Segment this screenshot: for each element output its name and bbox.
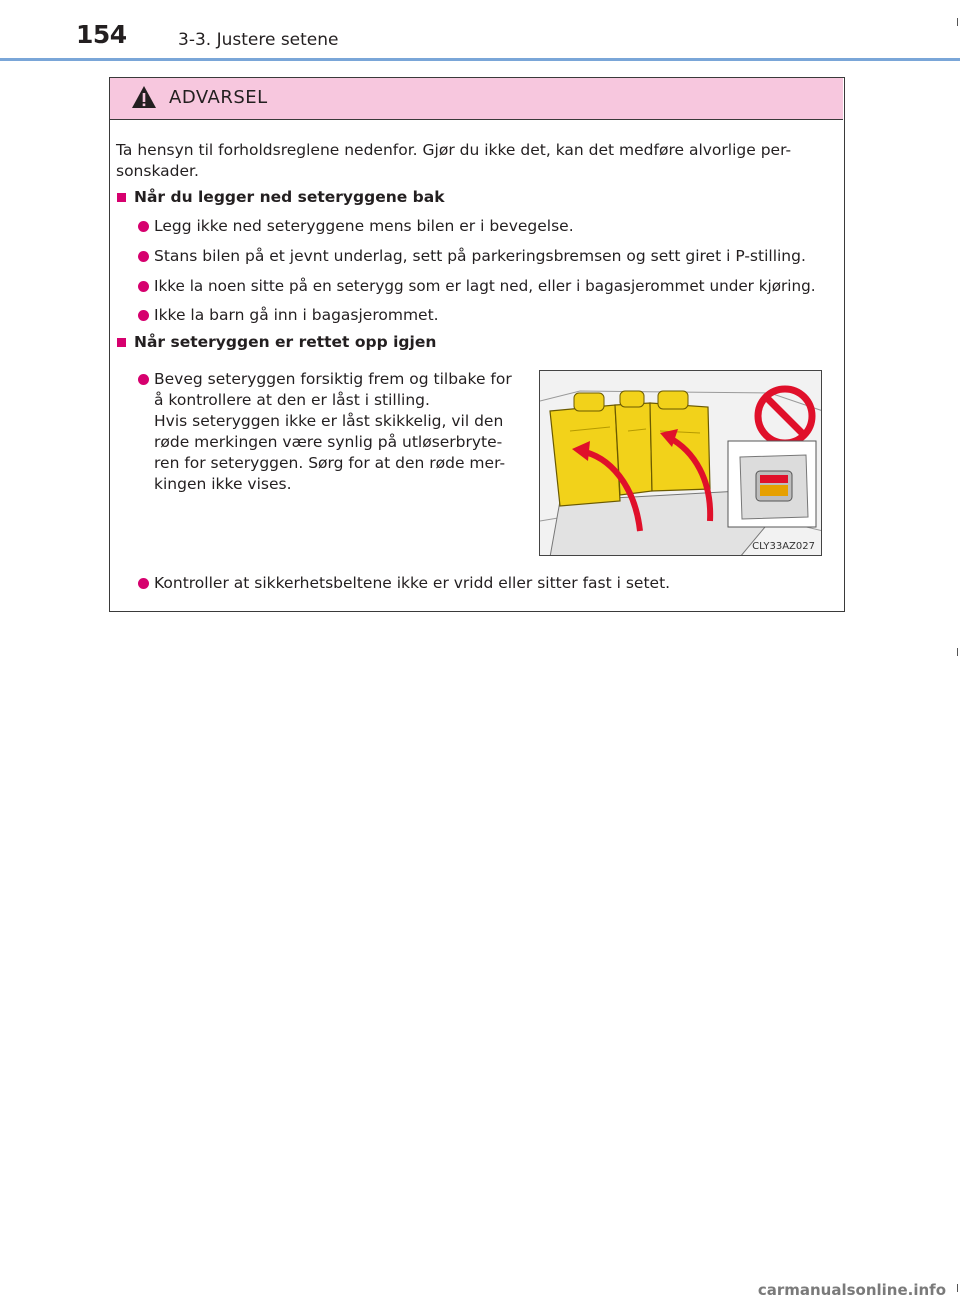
page-header [0,0,960,62]
bullet-dot [138,251,149,262]
warning-title: ADVARSEL [169,87,268,108]
list-item: Kontroller at sikkerhetsbeltene ikke er vridd eller sitter fast i setet. [154,574,671,592]
list-item: Ikke la noen sitte på en seterygg som er lagt ned, eller i bagasjerommet under kjøring. [154,277,816,295]
check-item-line: Beveg seteryggen forsiktig frem og tilbake for [154,370,512,388]
section-title: 3-3. Justere setene [178,30,339,50]
section-bullet-square [117,193,126,202]
list-item: Ikke la barn gå inn i bagasjerommet. [154,306,439,324]
section-heading: Når du legger ned seteryggene bak [134,188,445,206]
bullet-dot [138,374,149,385]
edge-tick [957,648,958,656]
footer-watermark: carmanualsonline.info [757,1281,946,1299]
check-item-line: ren for seteryggen. Sørg for at den røde mer- [154,454,506,472]
check-item-line: røde merkingen være synlig på utløserbryte- [154,433,503,451]
warning-triangle-icon [131,85,157,109]
check-item-line: kingen ikke vises. [154,475,292,493]
header-rule [0,58,960,61]
list-item: Legg ikke ned seteryggene mens bilen er i bevegelse. [154,217,574,235]
warning-intro-line: Ta hensyn til forholdsreglene nedenfor. Gjør du ikke det, kan det medføre alvorlige per- [116,141,792,159]
edge-tick [957,18,958,26]
seat-illustration [539,370,822,556]
section-bullet-square [117,338,126,347]
check-item-line: Hvis seteryggen ikke er låst skikkelig, vil den [154,412,504,430]
page-number: 154 [76,20,127,49]
warning-header [110,78,843,120]
warning-intro-line: sonskader. [116,162,199,180]
page-footer [0,1275,960,1305]
check-item-line: å kontrollere at den er låst i stilling. [154,391,430,409]
illustration-code: CLY33AZ027 [752,541,815,552]
rear-seat-drawing [540,371,822,556]
bullet-dot [138,281,149,292]
bullet-dot [138,578,149,589]
bullet-dot [138,310,149,321]
list-item: Stans bilen på et jevnt underlag, sett på parkeringsbremsen og sett giret i P-stilling. [154,247,806,265]
bullet-dot [138,221,149,232]
section-heading: Når seteryggen er rettet opp igjen [134,333,437,351]
